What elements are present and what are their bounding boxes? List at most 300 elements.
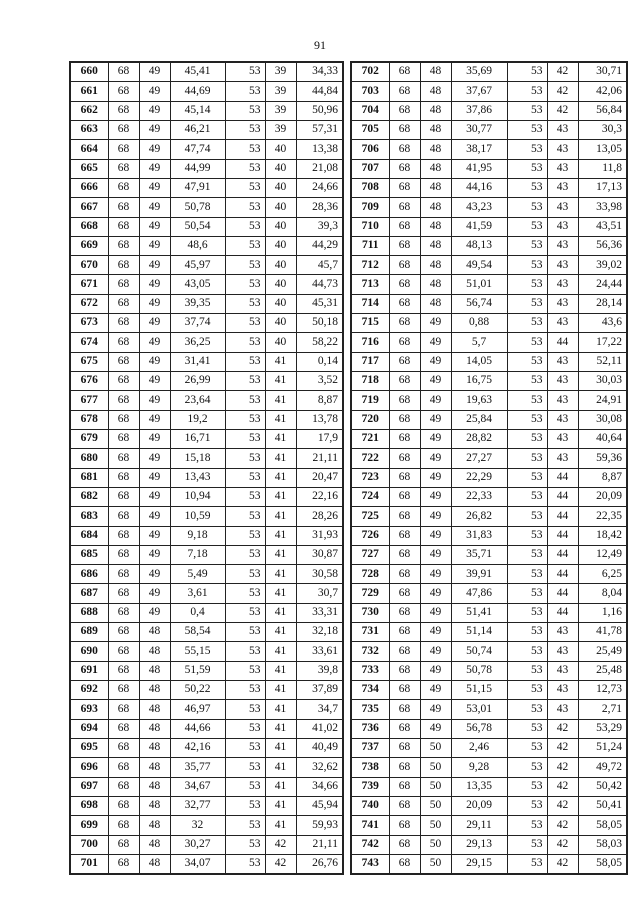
table-row — [70, 507, 343, 526]
value-cell: 53 — [507, 526, 547, 545]
row-number-cell: 729 — [351, 584, 389, 603]
row-number-cell: 720 — [351, 410, 389, 429]
value-cell: 68 — [389, 410, 420, 429]
value-cell: 48 — [420, 101, 451, 120]
value-cell: 53 — [225, 352, 265, 371]
row-number-cell: 704 — [351, 101, 389, 120]
value-cell: 53 — [507, 487, 547, 506]
value-cell: 68 — [108, 487, 139, 506]
value-cell: 68 — [389, 526, 420, 545]
value-cell: 48 — [420, 256, 451, 275]
value-cell: 49 — [139, 159, 170, 178]
table-row — [70, 410, 343, 429]
value-cell: 68 — [389, 275, 420, 294]
row-number-cell: 741 — [351, 816, 389, 835]
value-cell: 53 — [225, 391, 265, 410]
row-number-cell: 737 — [351, 738, 389, 757]
value-cell: 68 — [389, 565, 420, 584]
row-number-cell: 734 — [351, 681, 389, 700]
value-cell: 29,13 — [451, 835, 507, 854]
value-cell: 48 — [420, 140, 451, 159]
value-cell: 53 — [507, 796, 547, 815]
value-cell: 39 — [265, 62, 296, 82]
value-cell: 53 — [225, 256, 265, 275]
value-cell: 53 — [507, 198, 547, 217]
table-row — [351, 178, 627, 197]
table-row — [70, 217, 343, 236]
row-number-cell: 730 — [351, 603, 389, 622]
table-row — [351, 140, 627, 159]
row-number-cell: 731 — [351, 623, 389, 642]
value-cell: 68 — [108, 294, 139, 313]
value-cell: 42 — [547, 816, 578, 835]
row-number-cell: 667 — [70, 198, 108, 217]
value-cell: 68 — [389, 642, 420, 661]
value-cell: 42 — [265, 835, 296, 854]
value-cell: 20,09 — [451, 796, 507, 815]
value-cell: 42 — [547, 101, 578, 120]
value-cell: 68 — [108, 275, 139, 294]
value-cell: 26,99 — [170, 372, 225, 391]
value-cell: 41 — [265, 816, 296, 835]
value-cell: 22,33 — [451, 487, 507, 506]
value-cell: 68 — [389, 468, 420, 487]
value-cell: 44,16 — [451, 178, 507, 197]
value-cell: 42 — [547, 82, 578, 101]
value-cell: 68 — [108, 777, 139, 796]
row-number-cell: 743 — [351, 854, 389, 874]
value-cell: 51,24 — [578, 738, 627, 757]
value-cell: 59,93 — [296, 816, 343, 835]
value-cell: 53 — [507, 120, 547, 139]
table-row — [70, 565, 343, 584]
value-cell: 49 — [420, 333, 451, 352]
table-row — [351, 796, 627, 815]
value-cell: 43 — [547, 314, 578, 333]
value-cell: 37,67 — [451, 82, 507, 101]
value-cell: 13,43 — [170, 468, 225, 487]
table-row — [70, 545, 343, 564]
value-cell: 48 — [139, 777, 170, 796]
row-number-cell: 700 — [70, 835, 108, 854]
table-row — [70, 429, 343, 448]
value-cell: 36,25 — [170, 333, 225, 352]
value-cell: 30,87 — [296, 545, 343, 564]
value-cell: 12,73 — [578, 681, 627, 700]
table-row — [70, 159, 343, 178]
value-cell: 53 — [225, 835, 265, 854]
value-cell: 48 — [420, 120, 451, 139]
value-cell: 68 — [389, 372, 420, 391]
table-row — [351, 738, 627, 757]
table-row — [70, 603, 343, 622]
value-cell: 58,05 — [578, 854, 627, 874]
value-cell: 53 — [225, 584, 265, 603]
table-row — [351, 333, 627, 352]
table-row — [351, 584, 627, 603]
value-cell: 53 — [507, 236, 547, 255]
value-cell: 22,16 — [296, 487, 343, 506]
value-cell: 50,78 — [170, 198, 225, 217]
row-number-cell: 673 — [70, 314, 108, 333]
value-cell: 53 — [507, 719, 547, 738]
value-cell: 45,31 — [296, 294, 343, 313]
value-cell: 43 — [547, 661, 578, 680]
value-cell: 57,31 — [296, 120, 343, 139]
value-cell: 48 — [139, 796, 170, 815]
value-cell: 53 — [507, 82, 547, 101]
value-cell: 44 — [547, 507, 578, 526]
value-cell: 49 — [420, 391, 451, 410]
value-cell: 53 — [507, 352, 547, 371]
value-cell: 43 — [547, 140, 578, 159]
value-cell: 49 — [139, 391, 170, 410]
value-cell: 53 — [507, 758, 547, 777]
value-cell: 3,52 — [296, 372, 343, 391]
table-row — [351, 159, 627, 178]
value-cell: 53 — [225, 719, 265, 738]
value-cell: 53 — [225, 816, 265, 835]
row-number-cell: 682 — [70, 487, 108, 506]
value-cell: 53 — [507, 623, 547, 642]
value-cell: 53 — [225, 526, 265, 545]
value-cell: 41 — [265, 700, 296, 719]
table-row — [70, 294, 343, 313]
table-row — [351, 82, 627, 101]
value-cell: 43,6 — [578, 314, 627, 333]
table-row — [70, 777, 343, 796]
value-cell: 53 — [507, 372, 547, 391]
value-cell: 32 — [170, 816, 225, 835]
value-cell: 43 — [547, 700, 578, 719]
value-cell: 53 — [225, 62, 265, 82]
value-cell: 45,41 — [170, 62, 225, 82]
value-cell: 34,7 — [296, 700, 343, 719]
table-row — [351, 314, 627, 333]
value-cell: 26,76 — [296, 854, 343, 874]
value-cell: 68 — [389, 256, 420, 275]
row-number-cell: 711 — [351, 236, 389, 255]
value-cell: 53 — [225, 623, 265, 642]
value-cell: 49 — [420, 507, 451, 526]
value-cell: 30,77 — [451, 120, 507, 139]
value-cell: 42 — [547, 719, 578, 738]
value-cell: 50,22 — [170, 681, 225, 700]
value-cell: 49 — [139, 468, 170, 487]
table-row — [351, 62, 627, 82]
value-cell: 68 — [389, 101, 420, 120]
row-number-cell: 683 — [70, 507, 108, 526]
value-cell: 68 — [108, 372, 139, 391]
value-cell: 42 — [265, 854, 296, 874]
value-cell: 43 — [547, 391, 578, 410]
value-cell: 41 — [265, 468, 296, 487]
value-cell: 68 — [108, 623, 139, 642]
value-cell: 48 — [420, 236, 451, 255]
table-row — [70, 391, 343, 410]
value-cell: 68 — [108, 159, 139, 178]
value-cell: 53 — [225, 507, 265, 526]
table-row — [70, 314, 343, 333]
row-number-cell: 671 — [70, 275, 108, 294]
value-cell: 68 — [108, 333, 139, 352]
value-cell: 53 — [507, 700, 547, 719]
value-cell: 49 — [139, 603, 170, 622]
value-cell: 49 — [420, 314, 451, 333]
value-cell: 49 — [139, 584, 170, 603]
value-cell: 68 — [389, 449, 420, 468]
value-cell: 41 — [265, 661, 296, 680]
value-cell: 53 — [507, 449, 547, 468]
value-cell: 68 — [389, 681, 420, 700]
row-number-cell: 668 — [70, 217, 108, 236]
value-cell: 41,78 — [578, 623, 627, 642]
value-cell: 16,75 — [451, 372, 507, 391]
value-cell: 43,23 — [451, 198, 507, 217]
value-cell: 15,18 — [170, 449, 225, 468]
value-cell: 30,27 — [170, 835, 225, 854]
value-cell: 23,64 — [170, 391, 225, 410]
value-cell: 68 — [108, 198, 139, 217]
value-cell: 55,15 — [170, 642, 225, 661]
row-number-cell: 665 — [70, 159, 108, 178]
value-cell: 2,46 — [451, 738, 507, 757]
table-row — [70, 256, 343, 275]
value-cell: 53 — [507, 584, 547, 603]
value-cell: 48 — [420, 82, 451, 101]
value-cell: 68 — [389, 796, 420, 815]
value-cell: 53 — [507, 738, 547, 757]
value-cell: 30,03 — [578, 372, 627, 391]
value-cell: 30,71 — [578, 62, 627, 82]
row-number-cell: 740 — [351, 796, 389, 815]
value-cell: 41,59 — [451, 217, 507, 236]
value-cell: 68 — [108, 120, 139, 139]
row-number-cell: 719 — [351, 391, 389, 410]
value-cell: 14,05 — [451, 352, 507, 371]
value-cell: 42,16 — [170, 738, 225, 757]
value-cell: 68 — [108, 507, 139, 526]
value-cell: 68 — [108, 681, 139, 700]
value-cell: 49 — [139, 82, 170, 101]
value-cell: 49 — [139, 101, 170, 120]
value-cell: 53 — [225, 661, 265, 680]
value-cell: 44 — [547, 603, 578, 622]
value-cell: 68 — [389, 700, 420, 719]
value-cell: 53 — [507, 468, 547, 487]
value-cell: 41 — [265, 449, 296, 468]
value-cell: 68 — [389, 603, 420, 622]
value-cell: 48 — [139, 623, 170, 642]
value-cell: 40 — [265, 256, 296, 275]
value-cell: 49,72 — [578, 758, 627, 777]
value-cell: 44,29 — [296, 236, 343, 255]
value-cell: 68 — [108, 584, 139, 603]
value-cell: 68 — [108, 642, 139, 661]
value-cell: 31,93 — [296, 526, 343, 545]
value-cell: 68 — [389, 758, 420, 777]
row-number-cell: 736 — [351, 719, 389, 738]
value-cell: 8,87 — [296, 391, 343, 410]
row-number-cell: 698 — [70, 796, 108, 815]
value-cell: 37,74 — [170, 314, 225, 333]
value-cell: 68 — [108, 140, 139, 159]
table-row — [351, 719, 627, 738]
value-cell: 48 — [139, 835, 170, 854]
value-cell: 48 — [139, 854, 170, 874]
table-row — [70, 816, 343, 835]
value-cell: 44,73 — [296, 275, 343, 294]
value-cell: 49 — [420, 700, 451, 719]
value-cell: 43 — [547, 429, 578, 448]
value-cell: 53 — [507, 681, 547, 700]
value-cell: 49 — [139, 140, 170, 159]
table-row — [351, 777, 627, 796]
value-cell: 42 — [547, 62, 578, 82]
value-cell: 45,14 — [170, 101, 225, 120]
value-cell: 49 — [139, 256, 170, 275]
row-number-cell: 702 — [351, 62, 389, 82]
table-row — [351, 294, 627, 313]
row-number-cell: 677 — [70, 391, 108, 410]
value-cell: 68 — [389, 487, 420, 506]
value-cell: 41 — [265, 642, 296, 661]
value-cell: 68 — [389, 217, 420, 236]
value-cell: 50 — [420, 835, 451, 854]
table-row — [70, 642, 343, 661]
value-cell: 41 — [265, 681, 296, 700]
table-row — [351, 642, 627, 661]
value-cell: 7,18 — [170, 545, 225, 564]
value-cell: 20,09 — [578, 487, 627, 506]
value-cell: 41 — [265, 391, 296, 410]
row-number-cell: 666 — [70, 178, 108, 197]
value-cell: 68 — [389, 835, 420, 854]
value-cell: 35,69 — [451, 62, 507, 82]
value-cell: 53 — [225, 429, 265, 448]
value-cell: 29,11 — [451, 816, 507, 835]
row-number-cell: 712 — [351, 256, 389, 275]
table-row — [351, 545, 627, 564]
value-cell: 22,29 — [451, 468, 507, 487]
value-cell: 49,54 — [451, 256, 507, 275]
value-cell: 41,95 — [451, 159, 507, 178]
value-cell: 68 — [389, 777, 420, 796]
row-number-cell: 699 — [70, 816, 108, 835]
value-cell: 41 — [265, 603, 296, 622]
value-cell: 42 — [547, 854, 578, 874]
value-cell: 53 — [225, 178, 265, 197]
value-cell: 50 — [420, 816, 451, 835]
value-cell: 30,7 — [296, 584, 343, 603]
value-cell: 26,82 — [451, 507, 507, 526]
table-row — [70, 487, 343, 506]
row-number-cell: 678 — [70, 410, 108, 429]
row-number-cell: 664 — [70, 140, 108, 159]
row-number-cell: 706 — [351, 140, 389, 159]
row-number-cell: 679 — [70, 429, 108, 448]
table-row — [70, 526, 343, 545]
value-cell: 30,08 — [578, 410, 627, 429]
table-row — [70, 700, 343, 719]
table-row — [351, 256, 627, 275]
value-cell: 41 — [265, 623, 296, 642]
table-row — [70, 352, 343, 371]
value-cell: 38,17 — [451, 140, 507, 159]
value-cell: 32,77 — [170, 796, 225, 815]
value-cell: 51,15 — [451, 681, 507, 700]
value-cell: 53 — [225, 333, 265, 352]
value-cell: 50,96 — [296, 101, 343, 120]
value-cell: 42 — [547, 758, 578, 777]
value-cell: 68 — [389, 236, 420, 255]
value-cell: 5,49 — [170, 565, 225, 584]
value-cell: 53 — [507, 835, 547, 854]
value-cell: 49 — [139, 120, 170, 139]
value-cell: 42 — [547, 796, 578, 815]
value-cell: 68 — [389, 82, 420, 101]
table-row — [70, 62, 343, 82]
row-number-cell: 696 — [70, 758, 108, 777]
value-cell: 43 — [547, 449, 578, 468]
value-cell: 49 — [420, 584, 451, 603]
value-cell: 68 — [108, 796, 139, 815]
value-cell: 53 — [225, 681, 265, 700]
value-cell: 33,98 — [578, 198, 627, 217]
value-cell: 56,84 — [578, 101, 627, 120]
value-cell: 13,35 — [451, 777, 507, 796]
value-cell: 68 — [389, 719, 420, 738]
table-row — [351, 101, 627, 120]
value-cell: 20,47 — [296, 468, 343, 487]
value-cell: 49 — [420, 410, 451, 429]
value-cell: 43,05 — [170, 275, 225, 294]
value-cell: 53 — [507, 391, 547, 410]
value-cell: 37,89 — [296, 681, 343, 700]
value-cell: 43 — [547, 256, 578, 275]
table-row — [351, 623, 627, 642]
table-row — [70, 738, 343, 757]
value-cell: 46,21 — [170, 120, 225, 139]
value-cell: 56,74 — [451, 294, 507, 313]
value-cell: 68 — [389, 314, 420, 333]
value-cell: 17,22 — [578, 333, 627, 352]
value-cell: 10,94 — [170, 487, 225, 506]
value-cell: 68 — [108, 854, 139, 874]
value-cell: 40 — [265, 198, 296, 217]
value-cell: 68 — [108, 101, 139, 120]
value-cell: 47,74 — [170, 140, 225, 159]
value-cell: 50 — [420, 796, 451, 815]
row-number-cell: 670 — [70, 256, 108, 275]
value-cell: 41 — [265, 526, 296, 545]
page-number: 91 — [314, 38, 326, 52]
value-cell: 41 — [265, 372, 296, 391]
value-cell: 53 — [507, 854, 547, 874]
value-cell: 53 — [507, 217, 547, 236]
value-cell: 43 — [547, 236, 578, 255]
value-cell: 53 — [225, 159, 265, 178]
value-cell: 49 — [420, 642, 451, 661]
value-cell: 6,25 — [578, 565, 627, 584]
value-cell: 43 — [547, 120, 578, 139]
value-cell: 43 — [547, 372, 578, 391]
value-cell: 32,18 — [296, 623, 343, 642]
value-cell: 9,28 — [451, 758, 507, 777]
value-cell: 68 — [389, 294, 420, 313]
value-cell: 49 — [420, 449, 451, 468]
value-cell: 50 — [420, 777, 451, 796]
